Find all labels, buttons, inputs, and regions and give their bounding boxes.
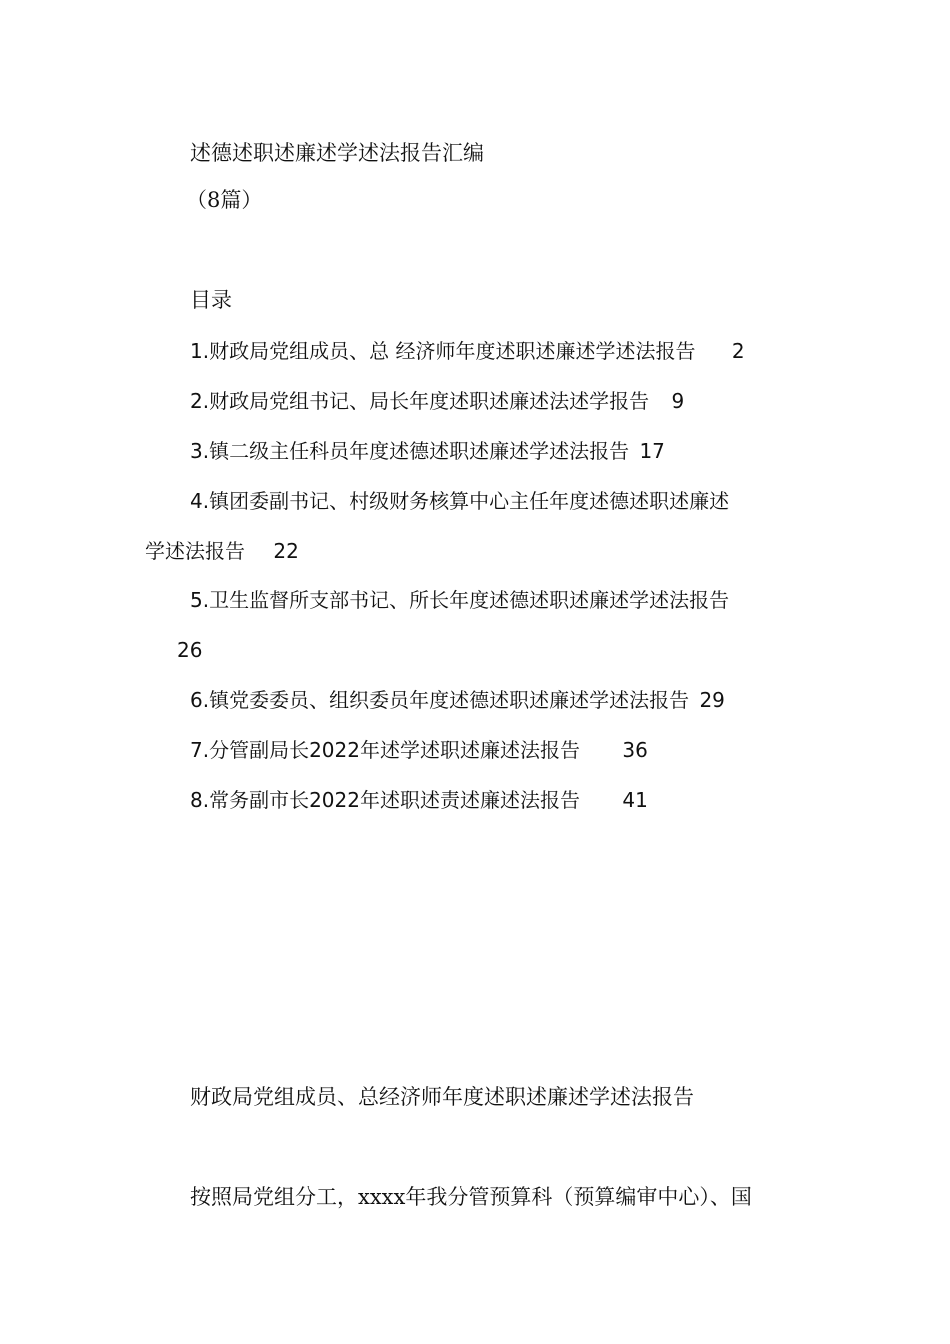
toc-entry-text: 8.常务副市长2022年述职述责述廉述法报告 <box>190 788 580 812</box>
toc-entry-text: 3.镇二级主任科员年度述德述职述廉述学述法报告 <box>190 439 630 463</box>
toc-entry-2[interactable] <box>190 387 684 415</box>
toc-entry-3[interactable] <box>190 437 665 465</box>
toc-entry-text: 7.分管副局长2022年述学述职述廉述法报告 <box>190 738 580 762</box>
toc-entry-4-line-2[interactable] <box>145 537 299 565</box>
document-title: 述德述职述廉述学述法报告汇编 <box>190 141 484 165</box>
toc-heading: 目录 <box>190 288 232 312</box>
toc-entry-page: 26 <box>177 638 203 662</box>
body-paragraph: 按照局党组分工，xxxx年我分管预算科（预算编审中心）、国 <box>190 1185 752 1209</box>
toc-entry-page: 17 <box>639 439 665 463</box>
toc-entry-text: 学述法报告 <box>145 539 245 563</box>
section-title: 财政局党组成员、总经济师年度述职述廉述学述法报告 <box>190 1085 694 1109</box>
toc-entry-page: 9 <box>671 389 685 413</box>
toc-entry-text: 2.财政局党组书记、局长年度述职述廉述法述学报告 <box>190 389 650 413</box>
toc-entry-7[interactable] <box>190 736 648 764</box>
toc-entry-page: 36 <box>622 738 648 762</box>
toc-entry-1[interactable] <box>190 337 745 365</box>
toc-entry-5-line-1[interactable] <box>190 586 729 614</box>
toc-entry-page: 41 <box>622 788 648 812</box>
toc-entry-6[interactable] <box>190 686 725 714</box>
toc-entry-text: 5.卫生监督所支部书记、所长年度述德述职述廉述学述法报告 <box>190 588 730 612</box>
toc-entry-text: 4.镇团委副书记、村级财务核算中心主任年度述德述职述廉述 <box>190 489 730 513</box>
toc-entry-text: 1.财政局党组成员、总 经济师年度述职述廉述学述法报告 <box>190 339 696 363</box>
toc-entry-8[interactable] <box>190 786 648 814</box>
toc-entry-page: 2 <box>731 339 745 363</box>
toc-entry-text: 6.镇党委委员、组织委员年度述德述职述廉述学述法报告 <box>190 688 690 712</box>
toc-entry-4-line-1[interactable] <box>190 487 729 515</box>
toc-entry-page: 29 <box>699 688 725 712</box>
toc-entry-page: 22 <box>273 539 299 563</box>
toc-entry-5-line-2[interactable] <box>177 636 202 664</box>
document-subtitle: （8篇） <box>186 188 263 212</box>
